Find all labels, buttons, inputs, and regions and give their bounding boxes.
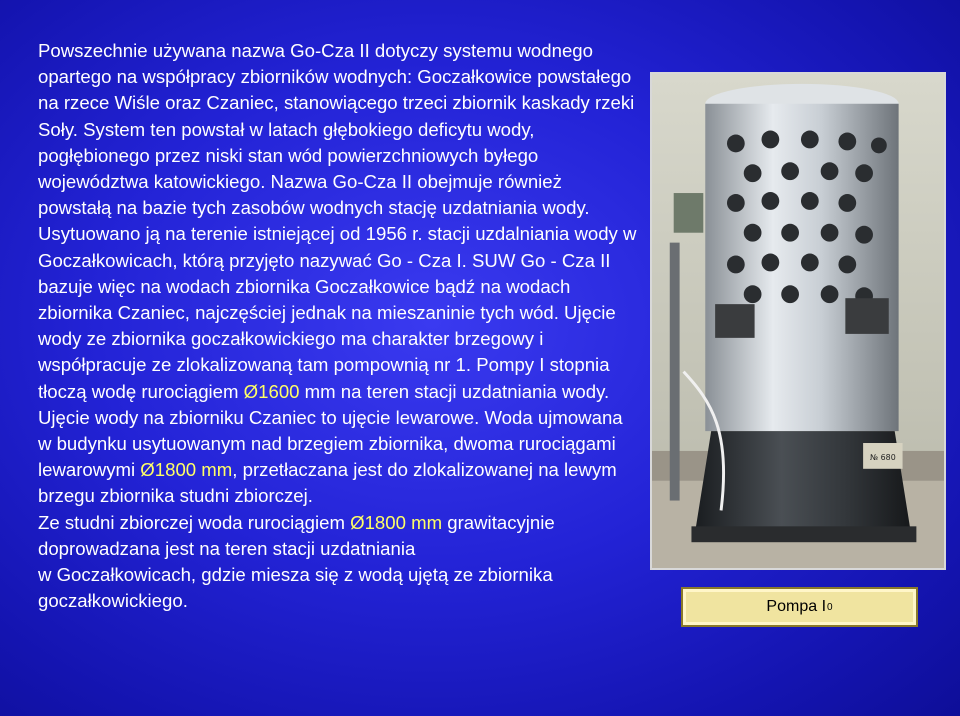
left-grille — [715, 304, 754, 338]
nameplate-text: № 680 — [869, 452, 896, 462]
paragraph-3 — [38, 562, 638, 614]
diameter-1800-highlight-2: Ø1800 mm — [350, 511, 443, 533]
pump-photo — [650, 72, 946, 570]
left-pipe — [670, 243, 680, 501]
caption-superscript: 0 — [827, 601, 833, 613]
junction-box — [674, 193, 704, 233]
pump-illustration — [652, 74, 944, 568]
diameter-1800-highlight: Ø1800 mm — [140, 459, 233, 481]
paragraph-2-text-b: grawitacyjnie doprowadzana jest na teren stacji uzdatniania — [38, 511, 555, 559]
diameter-1600-highlight: Ø1600 — [243, 380, 300, 402]
base-plinth — [691, 526, 916, 542]
paragraph-1-text-c: , przetłaczana jest do zlokalizowanej na lewym brzegu zbiornika studni zbiorczej. — [38, 459, 617, 507]
paragraph-2-text: Ze studni zbiorczej woda rurociągiem — [38, 511, 351, 533]
paragraph-3-text: w Goczałkowicach, gdzie miesza się z wodą ujętą ze zbiornika goczałkowickiego. — [38, 564, 553, 612]
paragraph-1-text-b: mm na teren stacji uzdatniania wody. Ujęcie wody na zbiorniku Czaniec to ujęcie lewarowe. Woda ujmowana w budynku usytuowanym nad brzegiem zbiornika, dwoma rurociągami lewarowymi — [38, 380, 623, 481]
paragraph-1 — [38, 38, 638, 510]
right-grille — [845, 298, 888, 334]
paragraph-2 — [38, 510, 638, 562]
photo-caption — [681, 587, 918, 627]
caption-label: Pompa I — [766, 598, 827, 615]
paragraph-1-text: Powszechnie używana nazwa Go-Cza II dotyczy systemu wodnego opartego na współpracy zbiorników wodnych: Goczałkowice powstałego na rzece Wiśle oraz Czaniec, stanowiącego trzeci zbiornik kaskady rzeki Soły. System ten powstał w latach głębokiego deficytu wody, pogłębionego przez niski stan wód powierzchniowych byłego województwa katowickiego. Nazwa Go-Cza II obejmuje również powstałą na bazie tych zasobów wodnych stację uzdatniania wody. Usytuowano ją na terenie istniejącej od 1956 r. stacji uzdalniania wody w Goczałkowicach, którą przyjęto nazywać Go - Cza I. SUW Go - Cza II bazuje więc na wodach zbiornika Goczałkowice bądź na wodach zbiornika Czaniec, najczęściej jednak na mieszaninie tych wód. Ujęcie wody ze zbiornika goczałkowickiego ma charakter brzegowy i współpracuje ze zlokalizowaną tam pompownią nr 1. Pompy I stopnia tłoczą wodę rurociągiem — [38, 40, 637, 402]
main-text-block — [38, 38, 638, 614]
